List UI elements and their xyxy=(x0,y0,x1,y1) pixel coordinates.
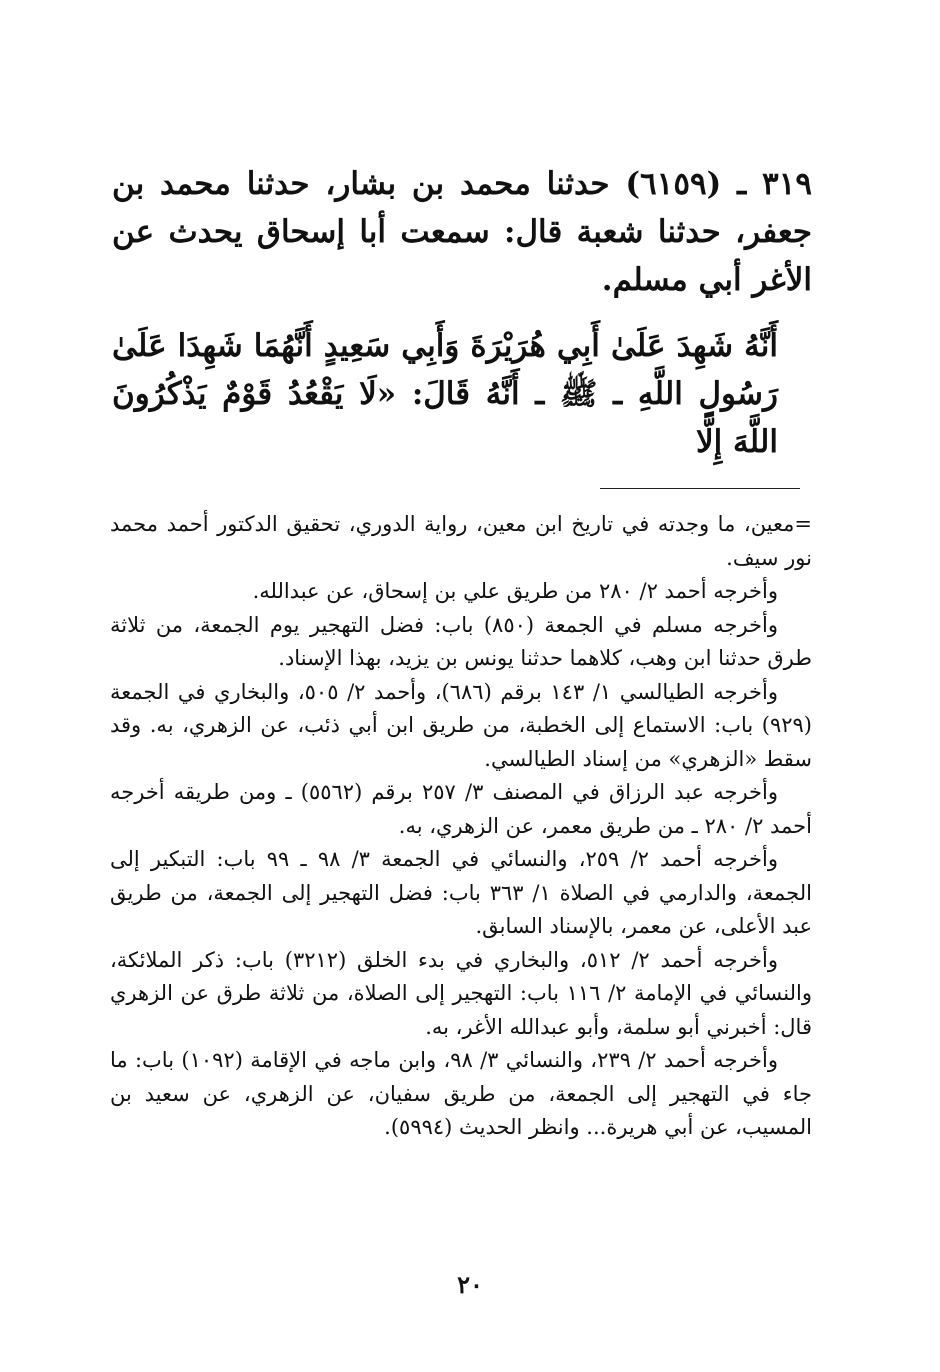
hadith-isnad: حدثنا محمد بن بشار، حدثنا محمد بن جعفر، حدثنا شعبة قال: سمعت أبا إسحاق يحدث عن الأغر أبي مسلم. xyxy=(112,166,812,298)
footnotes xyxy=(110,508,812,1145)
hadith-number: ٣١٩ ـ (٦١٥٩) xyxy=(625,166,812,202)
hadith-matn: أَنَّهُ شَهِدَ عَلَىٰ أَبِي هُرَيْرَةَ وَأَبِي سَعِيدٍ أَنَّهُمَا شَهِدَا عَلَىٰ رَسُولِ اللَّهِ ـ ﷺ ـ أَنَّهُ قَالَ: «لَا يَقْعُدُ قَوْمٌ يَذْكُرُونَ اللَّهَ إِلَّا xyxy=(112,328,778,460)
main-text xyxy=(112,160,812,466)
footnote-paragraph: وأخرجه أحمد ٢/ ٢٣٩، والنسائي ٣/ ٩٨، وابن ماجه في الإقامة (١٠٩٢) باب: ما جاء في التهجير إلى الجمعة، من طريق سفيان، عن الزهري، عن سعيد بن المسيب، عن أبي هريرة... وانظر الحديث (٥٩٩٤). xyxy=(110,1048,812,1139)
hadith-isnad-paragraph xyxy=(112,160,812,304)
footnote-divider xyxy=(600,488,800,489)
page-number: ٢٠ xyxy=(457,1270,483,1299)
footnote-paragraph: وأخرجه الطيالسي ١/ ١٤٣ برقم (٦٨٦)، وأحمد ٢/ ٥٠٥، والبخاري في الجمعة (٩٢٩) باب: الاستماع إلى الخطبة، من طريق ابن أبي ذئب، عن الزهري، به. وقد سقط «الزهري» من إسناد الطيالسي. xyxy=(110,679,812,771)
footnote-paragraph: وأخرجه أحمد ٢/ ٢٨٠ من طريق علي بن إسحاق، عن عبدالله. xyxy=(252,579,778,603)
footnote-paragraph: وأخرجه أحمد ٢/ ٢٥٩، والنسائي في الجمعة ٣/ ٩٨ ـ ٩٩ باب: التبكير إلى الجمعة، والدارمي في الصلاة ١/ ٣٦٣ باب: فضل التهجير إلى الجمعة، من طريق عبد الأعلى، عن معمر، بالإسناد السابق. xyxy=(110,847,812,938)
footnote-paragraph: وأخرجه عبد الرزاق في المصنف ٣/ ٢٥٧ برقم (٥٥٦٢) ـ ومن طريقه أخرجه أحمد ٢/ ٢٨٠ ـ من طريق معمر، عن الزهري، به. xyxy=(110,780,812,838)
footnote-paragraph: وأخرجه مسلم في الجمعة (٨٥٠) باب: فضل التهجير يوم الجمعة، من ثلاثة طرق حدثنا ابن وهب، كلاهما حدثنا يونس بن يزيد، بهذا الإسناد. xyxy=(110,612,812,670)
footnote-paragraph: وأخرجه أحمد ٢/ ٥١٢، والبخاري في بدء الخلق (٣٢١٢) باب: ذكر الملائكة، والنسائي في الإمامة ٢/ ١١٦ باب: التهجير إلى الصلاة، من ثلاثة طرق عن الزهري قال: أخبرني أبو سلمة، وأبو عبدالله الأغر، به. xyxy=(110,947,812,1039)
footnote-paragraph: =معين، ما وجدته في تاريخ ابن معين، رواية الدوري، تحقيق الدكتور أحمد محمد نور سيف. xyxy=(110,512,812,570)
